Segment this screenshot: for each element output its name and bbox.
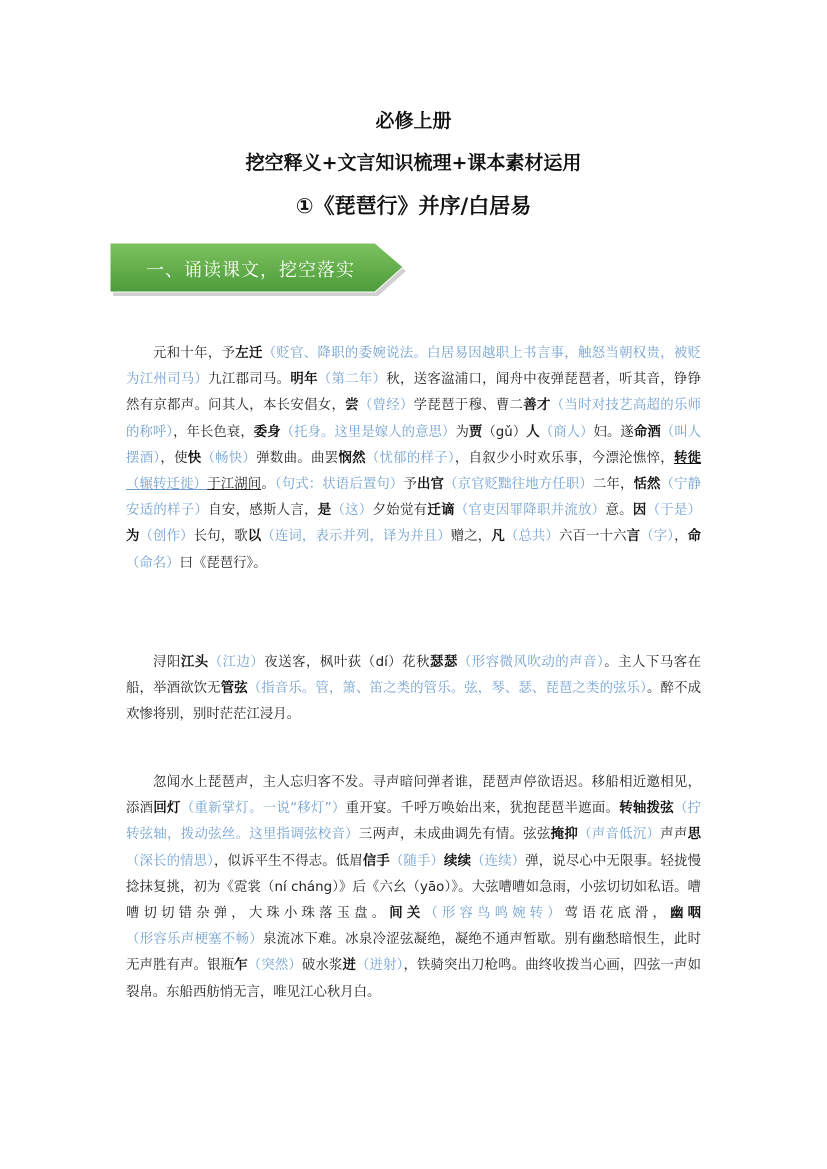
key-term: 续续 <box>444 853 472 869</box>
key-term: 转徙 <box>673 450 702 466</box>
annotation-text: （第二年） <box>317 372 387 388</box>
text-run: 破水浆 <box>301 958 343 974</box>
text-run: 意。 <box>605 503 633 519</box>
annotation-text: （重新掌灯。一说“移灯”） <box>180 801 346 817</box>
section-heading: 一、诵读课文，挖空落实 <box>146 260 355 281</box>
key-term: 江头 <box>180 655 209 670</box>
text-run: 。 <box>261 477 275 493</box>
key-term: 为 <box>126 529 140 545</box>
text-run: ，自叙少小时欢乐事，今漂沦憔悴， <box>454 450 674 466</box>
key-term: 管弦 <box>220 681 248 697</box>
text-run: ，铁骑突出刀枪鸣。曲终收拨当心画，四弦一声如裂帛。东船西舫悄无言，唯见江心秋月白。 <box>126 958 702 1000</box>
key-term: 悯然 <box>338 450 366 466</box>
text-run: 泉流冰下难。冰泉冷涩弦凝绝，凝绝不通声暂歇。别有幽愁暗恨生，此时无声胜有声。银瓶 <box>126 932 702 974</box>
annotation-text: （总共） <box>504 529 559 545</box>
annotation-text: （随手） <box>389 853 445 869</box>
key-term: 尝 <box>345 398 359 414</box>
paragraph-preface <box>126 341 701 577</box>
annotation-text: （形容微风吹动的声音） <box>457 655 605 670</box>
annotation-text: （指音乐。管，箫、笛之类的管乐。弦，琴、瑟、琵琶之类的弦乐） <box>247 681 648 697</box>
annotation-text: （江边） <box>208 655 265 670</box>
text-run: ，似诉平生不得志。低眉 <box>214 853 363 869</box>
annotation-text: （叫人摆酒） <box>126 424 702 466</box>
key-term: 间关 <box>389 906 425 922</box>
key-term: 因 <box>632 503 647 519</box>
annotation-text: （拧转弦轴，拨动弦丝。这里指调弦校音） <box>126 801 702 843</box>
text-run: 夜送客，枫叶荻（dí）花秋 <box>264 655 431 670</box>
annotation-text: （连词，表示并列，译为并且） <box>261 529 451 545</box>
key-term: 命 <box>687 529 702 545</box>
annotation-text: （字） <box>640 529 675 545</box>
text-run: 六百一十六 <box>559 529 627 545</box>
annotation-text: （宁静安适的样子） <box>126 477 701 519</box>
annotation-text: （形容乐声梗塞不畅） <box>126 932 263 948</box>
annotation-text: （畅快） <box>201 450 257 466</box>
annotation-text: （忧郁的样子） <box>365 450 455 466</box>
key-term: 迸 <box>342 958 357 974</box>
key-term: 快 <box>187 450 202 466</box>
annotation-text: （商人） <box>539 424 594 440</box>
key-term: 转轴拨弦 <box>619 801 674 817</box>
annotation-text: （连续） <box>471 853 526 869</box>
key-term: 贾 <box>468 424 483 440</box>
annotation-text: （声音低沉） <box>578 827 661 843</box>
key-term: 命酒 <box>633 424 661 440</box>
text-run: 莺语花底滑， <box>564 906 671 922</box>
key-term: 幽咽 <box>670 906 702 922</box>
text-run: 。醉不成欢惨将别，别时茫茫江浸月。 <box>126 681 701 723</box>
key-term: 左迁 <box>235 346 263 361</box>
key-term: 乍 <box>234 958 248 974</box>
text-run: 于江湖间 <box>207 477 262 493</box>
text-run: 重开宴。千呼万唤始出来，犹抱琵琶半遮面。 <box>345 801 620 817</box>
text-run: 妇。遂 <box>593 424 634 440</box>
key-term: 是 <box>317 503 332 519</box>
key-term: 凡 <box>491 529 505 545</box>
text-run: 夕始觉有 <box>372 503 428 519</box>
annotation-text: （深长的情思） <box>126 853 215 869</box>
paragraph-verse-1 <box>126 650 701 729</box>
text-run: 为 <box>455 424 469 440</box>
key-term: 出官 <box>416 477 445 493</box>
annotation-text: （突然） <box>247 958 302 974</box>
key-term: 善才 <box>523 398 551 414</box>
key-term: 以 <box>247 529 262 545</box>
annotation-text: （曾经） <box>358 398 414 414</box>
text-run: 学琵琶于穆、曹二 <box>413 398 524 414</box>
text-run: 赠之， <box>450 529 492 545</box>
book-title: 必修上册 <box>375 110 452 132</box>
key-term: 委身 <box>253 424 281 440</box>
key-term: 明年 <box>290 372 318 388</box>
text-run: 长句，歌 <box>193 529 248 545</box>
annotation-text: （创作） <box>139 529 194 545</box>
text-run: 浔阳 <box>153 655 181 670</box>
text-run: 元和十年，予 <box>153 346 236 361</box>
text-run: 弹，说尽心中无限事。轻拢慢捻抹复挑，初为《霓裳（ní cháng）》后《六幺（yāo）》。大弦嘈嘈如急雨，小弦切切如私语。嘈嘈切切错杂弹，大珠小珠落玉盘。 <box>126 853 701 922</box>
key-term: 掩抑 <box>550 827 579 843</box>
text-run: ，年长色衰， <box>173 424 254 440</box>
annotation-text: （托身。这里是嫁人的意思） <box>280 424 456 440</box>
annotation-text: （官吏因罪降职并流放） <box>454 503 606 519</box>
text-run: 秋，送客湓浦口，闻舟中夜弹琵琶者，听其音，铮铮然有京都声。问其人，本长安倡女， <box>126 372 702 414</box>
annotation-text: （这） <box>331 503 373 519</box>
annotation-text: （于是） <box>646 503 702 519</box>
key-term: 信手 <box>362 853 390 869</box>
text-run: 弹数曲。曲罢 <box>256 450 339 466</box>
section-banner <box>110 243 405 293</box>
key-term: 回灯 <box>153 801 181 817</box>
text-run: 自安，感斯人言， <box>208 503 318 519</box>
key-term: 恬然 <box>633 477 661 493</box>
annotation-text: （形容鸟鸣婉转） <box>424 906 565 922</box>
annotation-text: （当时对技艺高超的乐师的称呼） <box>126 398 702 440</box>
text-run: 九江郡司马。 <box>208 372 291 388</box>
key-term: 瑟瑟 <box>430 655 458 670</box>
text-run: （gǔ） <box>482 424 527 440</box>
paragraph-verse-2 <box>126 770 701 1006</box>
annotation-text: （命名） <box>126 555 180 571</box>
text-run: 三两声，未成曲调先有情。弦弦 <box>358 827 551 843</box>
text-run: ， <box>674 529 688 545</box>
text-run: 。主人下马客在船，举酒欲饮无 <box>126 655 702 697</box>
key-term: 迁谪 <box>427 503 455 519</box>
text-run: 忽闻水上琵琶声，主人忘归客不发。寻声暗问弹者谁，琵琶声停欲语迟。移船相近邀相见，添酒 <box>126 775 701 817</box>
key-term: 言 <box>626 529 641 545</box>
annotation-text: （京官贬黜往地方任职） <box>444 477 593 493</box>
text-run: 予 <box>403 477 417 493</box>
text-run: 曰《琵琶行》。 <box>179 555 267 571</box>
key-term: 人 <box>526 424 540 440</box>
key-term: 思 <box>687 827 702 843</box>
text-run: ，使 <box>160 450 188 466</box>
annotation-text: （迸射） <box>356 958 404 974</box>
text-run: 二年， <box>592 477 634 493</box>
text-run: 声声 <box>660 827 688 843</box>
page-subtitle: 挖空释义+文言知识梳理+课本素材运用 <box>245 152 582 174</box>
annotation-text: （辗转迁徙） <box>126 477 208 493</box>
annotation-text: （句式：状语后置句） <box>274 477 404 493</box>
lesson-title: ①《琵琶行》并序/白居易 <box>295 194 532 218</box>
annotation-text: （贬官、降职的委婉说法。白居易因越职上书言事，触怒当朝权贵，被贬为江州司马） <box>126 346 702 388</box>
